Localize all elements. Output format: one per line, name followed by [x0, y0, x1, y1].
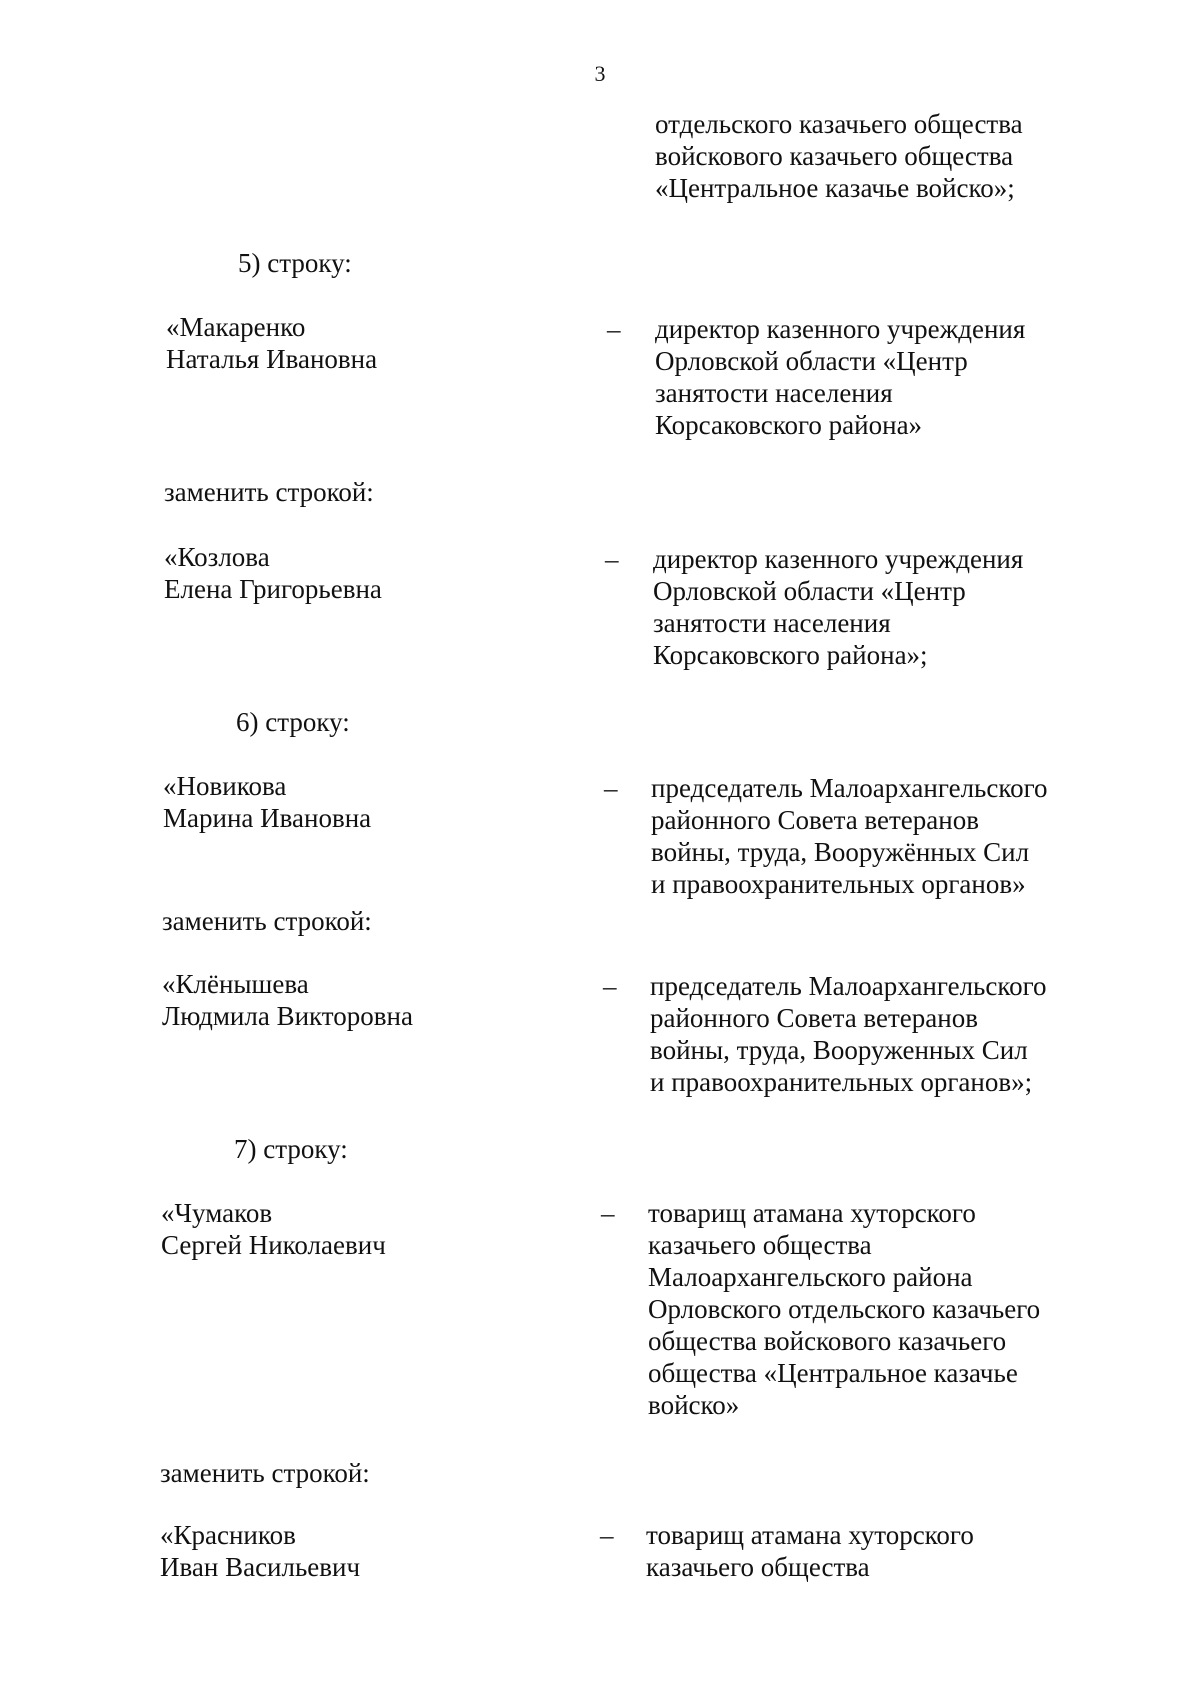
name-line: «Клёнышева [162, 969, 309, 999]
name-line: Иван Васильевич [160, 1552, 361, 1582]
old-entry-name [163, 770, 371, 834]
name-line: «Козлова [164, 542, 270, 572]
new-entry-description [653, 543, 1023, 671]
old-entry-description [655, 313, 1025, 441]
name-line: Елена Григорьевна [164, 574, 382, 604]
desc-line: директор казенного учреждения [653, 544, 1024, 574]
item-heading-7: 7) строку: [234, 1134, 348, 1164]
desc-line: войско» [648, 1390, 740, 1420]
dash-separator: – [601, 1198, 615, 1228]
desc-line: председатель Малоархангельского [650, 971, 1047, 1001]
page-number: 3 [594, 61, 606, 86]
continuation-line: отдельского казачьего общества [655, 109, 1023, 139]
new-entry-name [162, 968, 413, 1032]
desc-line: и правоохранительных органов» [651, 869, 1026, 899]
dash-separator: – [607, 314, 621, 344]
desc-line: и правоохранительных органов»; [650, 1067, 1033, 1097]
desc-line: Орловской области «Центр [653, 576, 966, 606]
new-entry-name [160, 1519, 360, 1583]
desc-line: председатель Малоархангельского [651, 773, 1048, 803]
old-entry-description [651, 772, 1047, 900]
old-entry-name [161, 1197, 386, 1261]
desc-line: Корсаковского района»; [653, 640, 928, 670]
continuation-line: «Центральное казачье войско»; [655, 173, 1015, 203]
old-entry-description [648, 1197, 1040, 1421]
desc-line: занятости населения [655, 378, 893, 408]
dash-separator: – [603, 971, 617, 1001]
dash-separator: – [605, 544, 619, 574]
replace-label: заменить строкой: [160, 1458, 370, 1488]
name-line: «Макаренко [166, 312, 306, 342]
dash-separator: – [604, 773, 618, 803]
new-entry-description [650, 970, 1046, 1098]
name-line: «Красников [160, 1520, 296, 1550]
name-line: Людмила Викторовна [162, 1001, 413, 1031]
name-line: Наталья Ивановна [166, 344, 378, 374]
name-line: Марина Ивановна [163, 803, 372, 833]
desc-line: Корсаковского района» [655, 410, 923, 440]
desc-line: войны, труда, Вооруженных Сил [650, 1035, 1028, 1065]
replace-label: заменить строкой: [162, 906, 372, 936]
new-entry-description [646, 1519, 974, 1583]
desc-line: общества войскового казачьего [648, 1326, 1007, 1356]
desc-line: Орловской области «Центр [655, 346, 968, 376]
item-heading-6: 6) строку: [236, 707, 350, 737]
desc-line: районного Совета ветеранов [650, 1003, 978, 1033]
top-continuation [655, 108, 1023, 204]
name-line: «Новикова [163, 771, 287, 801]
desc-line: занятости населения [653, 608, 891, 638]
name-line: Сергей Николаевич [161, 1230, 386, 1260]
desc-line: Малоархангельского района [648, 1262, 973, 1292]
name-line: «Чумаков [161, 1198, 273, 1228]
desc-line: Орловского отдельского казачьего [648, 1294, 1041, 1324]
desc-line: войны, труда, Вооружённых Сил [651, 837, 1030, 867]
desc-line: товарищ атамана хуторского [648, 1198, 976, 1228]
desc-line: общества «Центральное казачье [648, 1358, 1018, 1388]
old-entry-name [166, 311, 377, 375]
desc-line: директор казенного учреждения [655, 314, 1026, 344]
desc-line: казачьего общества [648, 1230, 872, 1260]
continuation-line: войскового казачьего общества [655, 141, 1014, 171]
item-heading-5: 5) строку: [238, 248, 352, 278]
desc-line: товарищ атамана хуторского [646, 1520, 974, 1550]
desc-line: районного Совета ветеранов [651, 805, 979, 835]
new-entry-name [164, 541, 382, 605]
replace-label: заменить строкой: [164, 477, 374, 507]
dash-separator: – [600, 1520, 614, 1550]
desc-line: казачьего общества [646, 1552, 870, 1582]
